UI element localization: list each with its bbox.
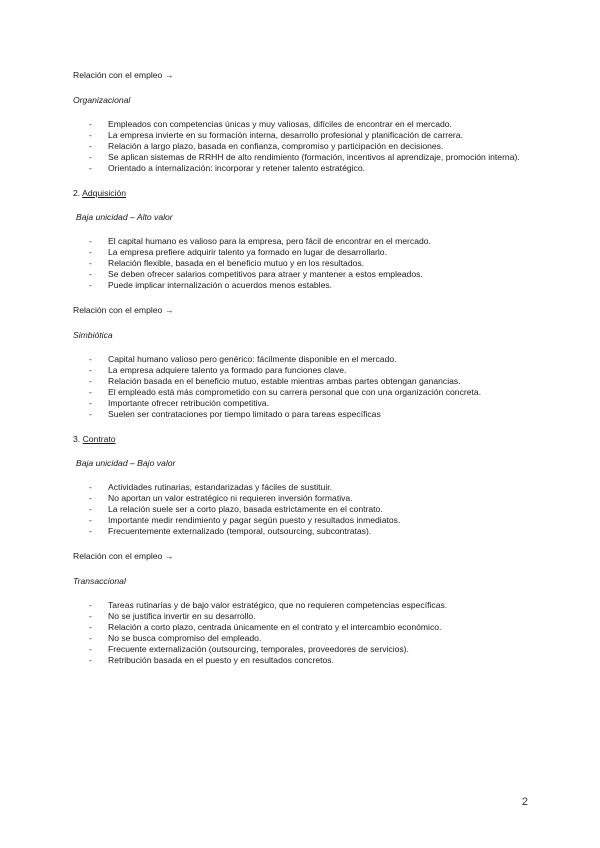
bullet-list: [73, 600, 533, 666]
list-item: - El empleado está más comprometido con su carrera personal que con una organización concreta.: [73, 387, 533, 398]
section-heading: [73, 434, 533, 445]
list-item: - La empresa prefiere adquirir talento ya formado en lugar de desarrollarlo.: [73, 247, 533, 258]
list-item: - No aportan un valor estratégico ni requieren inversión formativa.: [73, 493, 533, 504]
list-item: - Orientado a internalización: incorporar y retener talento estratégico.: [73, 163, 533, 174]
list-item: - No se justifica invertir en su desarrollo.: [73, 611, 533, 622]
section-heading: [73, 188, 533, 199]
section-number: 3.: [73, 434, 81, 444]
list-item: - La relación suele ser a corto plazo, basada estrictamente en el contrato.: [73, 504, 533, 515]
list-item: - Relación a corto plazo, centrada únicamente en el contrato y el intercambio económico.: [73, 622, 533, 633]
list-item: - Relación a largo plazo, basada en confianza, compromiso y participación en decisiones.: [73, 141, 533, 152]
list-item: - No se busca compromiso del empleado.: [73, 633, 533, 644]
section-subtitle: Baja unicidad – Bajo valor: [76, 458, 176, 468]
list-item: - Puede implicar internalización o acuerdos menos estables.: [73, 280, 533, 291]
list-item: - Relación flexible, basada en el beneficio mutuo y en los resultados.: [73, 258, 533, 269]
list-item: - El capital humano es valioso para la empresa, pero fácil de encontrar en el mercado.: [73, 236, 533, 247]
list-item: - Se aplican sistemas de RRHH de alto rendimiento (formación, incentivos al aprendizaje, promoción interna).: [73, 152, 533, 163]
section-title: Adquisición: [82, 188, 127, 198]
section-subtitle: Baja unicidad – Alto valor: [76, 212, 173, 222]
relation-type: Simbiótica: [73, 330, 113, 340]
list-item: - Retribución basada en el puesto y en resultados concretos.: [73, 655, 533, 666]
list-item: - Empleados con competencias únicas y muy valiosas, difíciles de encontrar en el mercado.: [73, 119, 533, 130]
list-item: - Importante ofrecer retribución competitiva.: [73, 398, 533, 409]
list-item: - La empresa adquiere talento ya formado para funciones clave.: [73, 365, 533, 376]
page-number: 2: [521, 796, 528, 808]
list-item: - Tareas rutinarias y de bajo valor estratégico, que no requieren competencias específicas.: [73, 600, 533, 611]
relation-label: Relación con el empleo →: [73, 70, 174, 80]
relation-type: Transaccional: [73, 576, 126, 586]
bullet-list: [73, 236, 533, 291]
bullet-list: [73, 119, 533, 174]
document-page: [73, 70, 533, 680]
list-item: - La empresa invierte en su formación interna, desarrollo profesional y planificación de carrera.: [73, 130, 533, 141]
list-item: - Suelen ser contrataciones por tiempo limitado o para tareas específicas: [73, 409, 533, 420]
list-item: - Importante medir rendimiento y pagar según puesto y resultados inmediatos.: [73, 515, 533, 526]
list-item: - Se deben ofrecer salarios competitivos para atraer y mantener a estos empleados.: [73, 269, 533, 280]
section-title: Contrato: [82, 434, 116, 444]
list-item: - Capital humano valioso pero genérico: fácilmente disponible en el mercado.: [73, 354, 533, 365]
bullet-list: [73, 482, 533, 537]
relation-type: Organizacional: [73, 95, 131, 105]
list-item: - Actividades rutinarias, estandarizadas y fáciles de sustituir.: [73, 482, 533, 493]
section-number: 2.: [73, 188, 81, 198]
list-item: - Frecuentemente externalizado (temporal, outsourcing, subcontratas).: [73, 526, 533, 537]
list-item: - Relación basada en el beneficio mutuo, estable mientras ambas partes obtengan ganancias.: [73, 376, 533, 387]
list-item: - Frecuente externalización (outsourcing, temporales, proveedores de servicios).: [73, 644, 533, 655]
relation-label: Relación con el empleo →: [73, 551, 174, 561]
bullet-list: [73, 354, 533, 420]
relation-label: Relación con el empleo →: [73, 305, 174, 315]
